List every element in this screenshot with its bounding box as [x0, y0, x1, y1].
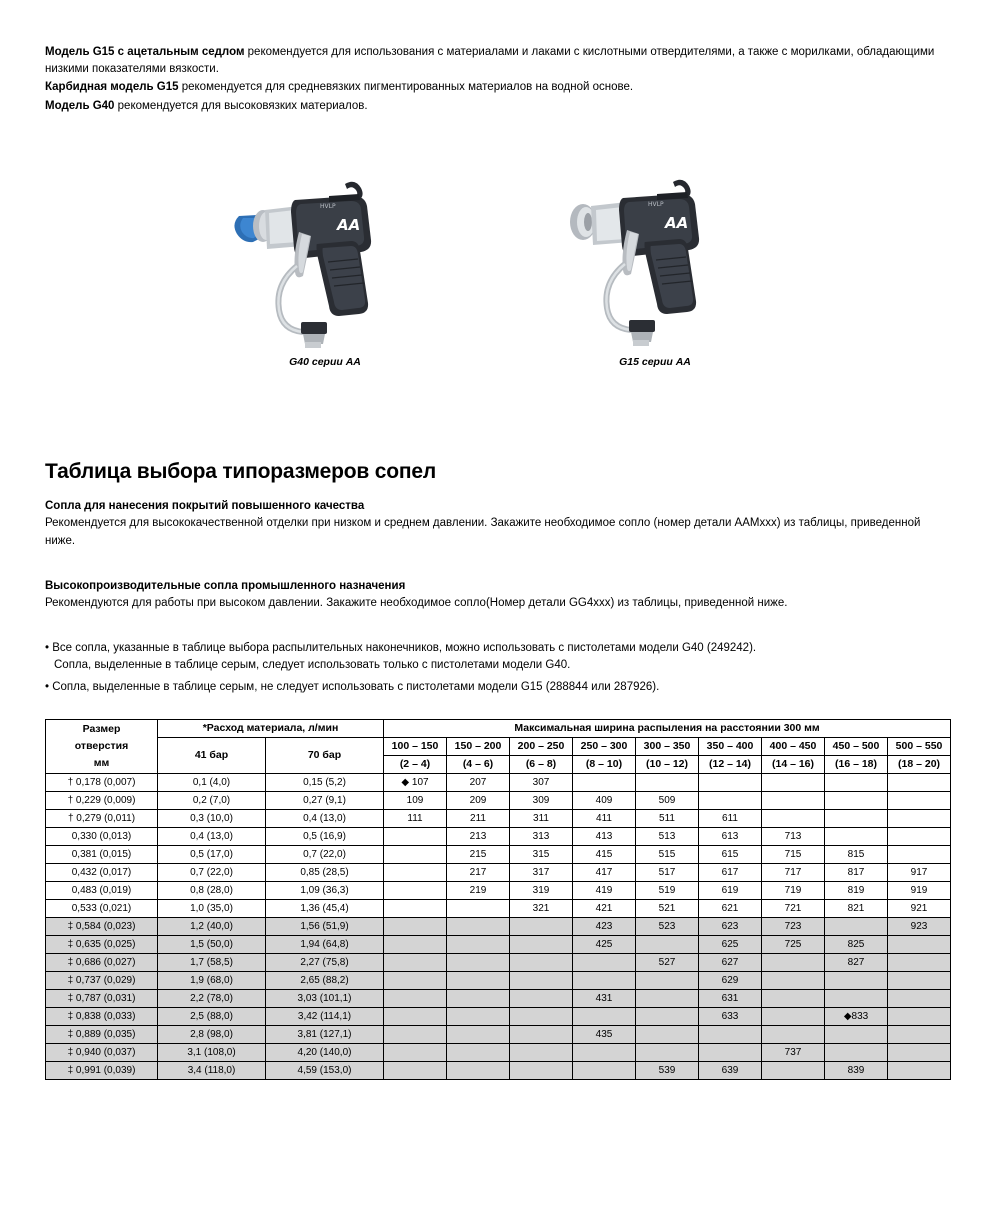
table-row — [46, 1062, 951, 1080]
quality-coatings-heading: Сопла для нанесения покрытий повышенного качества — [45, 500, 365, 512]
cell-tip-number — [510, 954, 573, 972]
cell-tip-number — [447, 954, 510, 972]
cell-tip-number — [888, 936, 951, 954]
cell-orifice-size: ‡ 0,889 (0,035) — [46, 1026, 158, 1044]
table-header-row-2 — [46, 738, 951, 756]
cell-flow-70bar: 3,03 (101,1) — [266, 990, 384, 1008]
bullet-two-line: • Сопла, выделенные в таблице серым, не следует использовать с пистолетами модели G15 (288844 или 287926). — [45, 681, 660, 693]
cell-orifice-size: † 0,229 (0,009) — [46, 792, 158, 810]
cell-flow-41bar: 0,4 (13,0) — [158, 828, 266, 846]
cell-tip-number — [888, 1044, 951, 1062]
table-row — [46, 954, 951, 972]
table-row — [46, 882, 951, 900]
cell-orifice-size: † 0,279 (0,011) — [46, 810, 158, 828]
cell-tip-number — [447, 1008, 510, 1026]
cell-flow-41bar: 3,4 (118,0) — [158, 1062, 266, 1080]
header-orifice-line2: отверстия — [74, 740, 129, 752]
cell-tip-number — [888, 1062, 951, 1080]
cell-tip-number: 217 — [447, 864, 510, 882]
cell-flow-41bar: 1,5 (50,0) — [158, 936, 266, 954]
cell-tip-number: 511 — [636, 810, 699, 828]
cell-tip-number: 435 — [573, 1026, 636, 1044]
cell-tip-number: 715 — [762, 846, 825, 864]
cell-tip-number — [573, 774, 636, 792]
nozzle-selection-table — [45, 719, 951, 1080]
cell-tip-number: 821 — [825, 900, 888, 918]
cell-tip-number — [699, 774, 762, 792]
cell-flow-41bar: 0,1 (4,0) — [158, 774, 266, 792]
cell-tip-number — [762, 1008, 825, 1026]
cell-tip-number — [762, 972, 825, 990]
intro-line-1 — [45, 44, 940, 77]
product-image-g15 — [525, 170, 785, 368]
cell-tip-number: 725 — [762, 936, 825, 954]
cell-tip-number: 839 — [825, 1062, 888, 1080]
cell-tip-number — [636, 972, 699, 990]
cell-tip-number — [447, 900, 510, 918]
cell-tip-number — [573, 1062, 636, 1080]
cell-tip-number — [825, 828, 888, 846]
cell-orifice-size: ‡ 0,737 (0,029) — [46, 972, 158, 990]
cell-tip-number — [384, 1008, 447, 1026]
intro-line-1-rest: рекомендуется для использования с материалами и лаками с кислотными отвердителями, а также с морилками, обладающими низкими показателями вязкости. — [45, 46, 935, 75]
cell-tip-number: 527 — [636, 954, 699, 972]
cell-tip-number: 617 — [699, 864, 762, 882]
cell-tip-number: 313 — [510, 828, 573, 846]
cell-flow-70bar: 4,20 (140,0) — [266, 1044, 384, 1062]
cell-tip-number — [510, 1062, 573, 1080]
cell-flow-41bar: 2,8 (98,0) — [158, 1026, 266, 1044]
cell-tip-number: 315 — [510, 846, 573, 864]
cell-tip-number — [825, 792, 888, 810]
cell-tip-number: 819 — [825, 882, 888, 900]
svg-text:HVLP: HVLP — [320, 203, 336, 210]
product-images — [45, 170, 940, 400]
cell-orifice-size: 0,483 (0,019) — [46, 882, 158, 900]
cell-flow-41bar: 0,3 (10,0) — [158, 810, 266, 828]
cell-orifice-size: ‡ 0,635 (0,025) — [46, 936, 158, 954]
cell-tip-number: 723 — [762, 918, 825, 936]
cell-tip-number — [447, 990, 510, 1008]
cell-tip-number — [384, 1062, 447, 1080]
cell-tip-number: 111 — [384, 810, 447, 828]
header-width-sub-8: (16 – 18) — [825, 756, 888, 774]
industrial-nozzles-heading: Высокопроизводительные сопла промышленного назначения — [45, 580, 406, 592]
cell-tip-number: 737 — [762, 1044, 825, 1062]
cell-flow-41bar: 1,0 (35,0) — [158, 900, 266, 918]
cell-flow-41bar: 0,5 (17,0) — [158, 846, 266, 864]
cell-tip-number — [384, 828, 447, 846]
cell-flow-70bar: 3,42 (114,1) — [266, 1008, 384, 1026]
cell-tip-number — [384, 990, 447, 1008]
table-row — [46, 1044, 951, 1062]
cell-flow-70bar: 1,36 (45,4) — [266, 900, 384, 918]
cell-tip-number: 629 — [699, 972, 762, 990]
cell-tip-number — [447, 1044, 510, 1062]
cell-orifice-size: ‡ 0,838 (0,033) — [46, 1008, 158, 1026]
cell-tip-number — [888, 846, 951, 864]
cell-orifice-size: ‡ 0,787 (0,031) — [46, 990, 158, 1008]
header-width-group: Максимальная ширина распыления на расстоянии 300 мм — [384, 720, 951, 738]
table-row — [46, 1026, 951, 1044]
svg-text:AA: AA — [665, 214, 689, 232]
industrial-nozzles-text: Рекомендуются для работы при высоком давлении. Закажите необходимое сопло(Номер детали GG4xxx) из таблицы, приведенной ниже. — [45, 597, 788, 610]
cell-tip-number: 321 — [510, 900, 573, 918]
header-width-sub-9: (18 – 20) — [888, 756, 951, 774]
intro-line-2-bold: Карбидная модель G15 — [45, 81, 179, 94]
cell-tip-number: 307 — [510, 774, 573, 792]
cell-tip-number: 209 — [447, 792, 510, 810]
cell-tip-number: 613 — [699, 828, 762, 846]
cell-flow-70bar: 1,09 (36,3) — [266, 882, 384, 900]
caption-g40: G40 серии AA — [289, 356, 361, 368]
cell-tip-number: 523 — [636, 918, 699, 936]
cell-flow-70bar: 0,4 (13,0) — [266, 810, 384, 828]
cell-tip-number — [384, 846, 447, 864]
cell-tip-number: 615 — [699, 846, 762, 864]
header-width-sub-2: (4 – 6) — [447, 756, 510, 774]
intro-line-1-bold: Модель G15 с ацетальным седлом — [45, 46, 245, 58]
table-row — [46, 918, 951, 936]
cell-orifice-size: ‡ 0,991 (0,039) — [46, 1062, 158, 1080]
svg-text:HVLP: HVLP — [648, 201, 664, 208]
header-flow-70bar: 70 бар — [266, 738, 384, 774]
cell-tip-number — [825, 810, 888, 828]
cell-tip-number — [510, 936, 573, 954]
cell-tip-number: 919 — [888, 882, 951, 900]
cell-tip-number — [447, 1026, 510, 1044]
cell-tip-number — [636, 1026, 699, 1044]
cell-tip-number: 515 — [636, 846, 699, 864]
cell-tip-number — [699, 1044, 762, 1062]
cell-tip-number: ◆833 — [825, 1008, 888, 1026]
cell-tip-number: 213 — [447, 828, 510, 846]
cell-flow-70bar: 2,27 (75,8) — [266, 954, 384, 972]
cell-tip-number — [636, 1044, 699, 1062]
cell-tip-number — [888, 774, 951, 792]
cell-tip-number — [384, 882, 447, 900]
cell-tip-number — [384, 900, 447, 918]
cell-tip-number — [636, 774, 699, 792]
cell-tip-number — [762, 774, 825, 792]
cell-tip-number — [825, 1044, 888, 1062]
cell-tip-number: 917 — [888, 864, 951, 882]
cell-tip-number: 923 — [888, 918, 951, 936]
cell-tip-number: 421 — [573, 900, 636, 918]
cell-tip-number — [699, 1026, 762, 1044]
cell-tip-number — [825, 1026, 888, 1044]
cell-flow-41bar: 2,2 (78,0) — [158, 990, 266, 1008]
cell-tip-number — [573, 1008, 636, 1026]
cell-tip-number: 631 — [699, 990, 762, 1008]
cell-orifice-size: 0,533 (0,021) — [46, 900, 158, 918]
cell-tip-number — [636, 990, 699, 1008]
product-image-g40 — [195, 170, 455, 368]
cell-tip-number: 625 — [699, 936, 762, 954]
cell-flow-70bar: 0,15 (5,2) — [266, 774, 384, 792]
header-width-sub-5: (10 – 12) — [636, 756, 699, 774]
cell-tip-number: 517 — [636, 864, 699, 882]
cell-tip-number: 425 — [573, 936, 636, 954]
table-row — [46, 846, 951, 864]
cell-tip-number: 619 — [699, 882, 762, 900]
header-width-col-6: 350 – 400 — [699, 738, 762, 756]
cell-flow-70bar: 0,5 (16,9) — [266, 828, 384, 846]
cell-tip-number — [888, 792, 951, 810]
header-width-col-2: 150 – 200 — [447, 738, 510, 756]
cell-tip-number — [762, 792, 825, 810]
table-header-row-1 — [46, 720, 951, 738]
cell-tip-number: 815 — [825, 846, 888, 864]
cell-flow-41bar: 1,2 (40,0) — [158, 918, 266, 936]
cell-tip-number: 509 — [636, 792, 699, 810]
cell-tip-number — [699, 792, 762, 810]
cell-tip-number — [636, 936, 699, 954]
cell-tip-number: 419 — [573, 882, 636, 900]
header-orifice-size — [46, 720, 158, 774]
cell-flow-70bar: 1,94 (64,8) — [266, 936, 384, 954]
cell-tip-number: 415 — [573, 846, 636, 864]
cell-tip-number — [762, 954, 825, 972]
cell-tip-number — [573, 972, 636, 990]
spray-gun-g15-illustration — [555, 170, 755, 350]
cell-tip-number: 211 — [447, 810, 510, 828]
bullet-one-block — [45, 640, 945, 675]
cell-tip-number: 721 — [762, 900, 825, 918]
caption-g15: G15 серии AA — [619, 356, 691, 368]
cell-tip-number — [825, 972, 888, 990]
header-width-col-1: 100 – 150 — [384, 738, 447, 756]
intro-line-2 — [45, 79, 940, 96]
cell-flow-41bar: 1,7 (58,5) — [158, 954, 266, 972]
cell-flow-70bar: 0,85 (28,5) — [266, 864, 384, 882]
cell-orifice-size: † 0,178 (0,007) — [46, 774, 158, 792]
cell-tip-number — [825, 918, 888, 936]
table-row — [46, 792, 951, 810]
cell-tip-number: 623 — [699, 918, 762, 936]
header-orifice-line1: Размер — [82, 723, 121, 735]
cell-tip-number — [510, 1026, 573, 1044]
cell-tip-number: 215 — [447, 846, 510, 864]
cell-flow-70bar: 0,7 (22,0) — [266, 846, 384, 864]
svg-text:AA: AA — [337, 216, 361, 234]
header-width-col-5: 300 – 350 — [636, 738, 699, 756]
cell-tip-number: 827 — [825, 954, 888, 972]
header-flow-41bar: 41 бар — [158, 738, 266, 774]
header-width-col-3: 200 – 250 — [510, 738, 573, 756]
bullet-one-line-b: Сопла, выделенные в таблице серым, следует использовать только с пистолетами модели G40. — [54, 659, 571, 672]
cell-tip-number — [888, 972, 951, 990]
cell-tip-number: 539 — [636, 1062, 699, 1080]
table-row — [46, 972, 951, 990]
cell-orifice-size: 0,330 (0,013) — [46, 828, 158, 846]
cell-flow-70bar: 0,27 (9,1) — [266, 792, 384, 810]
cell-tip-number: 611 — [699, 810, 762, 828]
cell-flow-41bar: 3,1 (108,0) — [158, 1044, 266, 1062]
header-width-sub-4: (8 – 10) — [573, 756, 636, 774]
intro-line-3 — [45, 98, 940, 115]
cell-tip-number — [510, 1008, 573, 1026]
cell-tip-number — [636, 1008, 699, 1026]
cell-tip-number — [762, 810, 825, 828]
cell-tip-number — [510, 990, 573, 1008]
cell-tip-number: 317 — [510, 864, 573, 882]
table-row — [46, 1008, 951, 1026]
industrial-nozzles-block — [45, 578, 945, 613]
spray-gun-g40-illustration — [225, 170, 425, 350]
cell-tip-number — [510, 1044, 573, 1062]
cell-tip-number — [447, 972, 510, 990]
cell-tip-number: 431 — [573, 990, 636, 1008]
cell-orifice-size: 0,432 (0,017) — [46, 864, 158, 882]
table-row — [46, 936, 951, 954]
cell-tip-number — [384, 936, 447, 954]
cell-tip-number: 417 — [573, 864, 636, 882]
cell-tip-number — [447, 936, 510, 954]
cell-orifice-size: ‡ 0,940 (0,037) — [46, 1044, 158, 1062]
cell-tip-number — [510, 918, 573, 936]
cell-tip-number — [384, 972, 447, 990]
cell-tip-number: 409 — [573, 792, 636, 810]
cell-orifice-size: ‡ 0,584 (0,023) — [46, 918, 158, 936]
table-row — [46, 828, 951, 846]
cell-tip-number — [762, 1062, 825, 1080]
cell-orifice-size: 0,381 (0,015) — [46, 846, 158, 864]
cell-tip-number: 639 — [699, 1062, 762, 1080]
table-row — [46, 900, 951, 918]
header-width-sub-3: (6 – 8) — [510, 756, 573, 774]
cell-tip-number — [888, 828, 951, 846]
header-width-sub-7: (14 – 16) — [762, 756, 825, 774]
cell-tip-number: 633 — [699, 1008, 762, 1026]
cell-tip-number — [384, 864, 447, 882]
cell-flow-41bar: 1,9 (68,0) — [158, 972, 266, 990]
cell-flow-70bar: 2,65 (88,2) — [266, 972, 384, 990]
cell-tip-number — [825, 990, 888, 1008]
cell-tip-number — [384, 954, 447, 972]
header-flow-group: *Расход материала, л/мин — [158, 720, 384, 738]
header-width-col-9: 500 – 550 — [888, 738, 951, 756]
cell-tip-number: 921 — [888, 900, 951, 918]
cell-tip-number: 319 — [510, 882, 573, 900]
header-orifice-line3: мм — [93, 757, 110, 769]
cell-tip-number: 719 — [762, 882, 825, 900]
bullet-one-line-a: • Все сопла, указанные в таблице выбора распылительных наконечников, можно использовать с пистолетами модели G40 (249242). — [45, 642, 757, 654]
cell-tip-number — [573, 954, 636, 972]
quality-coatings-text: Рекомендуется для высококачественной отделки при низком и среднем давлении. Закажите необходимое сопло (номер детали AAMxxx) из таблицы, приведенной ниже. — [45, 517, 921, 547]
cell-tip-number: 713 — [762, 828, 825, 846]
cell-flow-41bar: 0,2 (7,0) — [158, 792, 266, 810]
cell-tip-number — [384, 918, 447, 936]
cell-tip-number — [888, 954, 951, 972]
cell-orifice-size: ‡ 0,686 (0,027) — [46, 954, 158, 972]
header-width-col-4: 250 – 300 — [573, 738, 636, 756]
cell-tip-number: 207 — [447, 774, 510, 792]
cell-tip-number: 413 — [573, 828, 636, 846]
cell-tip-number: 219 — [447, 882, 510, 900]
cell-tip-number: 423 — [573, 918, 636, 936]
page-title: Таблица выбора типоразмеров сопел — [45, 460, 436, 483]
header-width-sub-6: (12 – 14) — [699, 756, 762, 774]
cell-tip-number: 717 — [762, 864, 825, 882]
cell-tip-number: 817 — [825, 864, 888, 882]
table-body — [46, 774, 951, 1080]
cell-tip-number: ◆ 107 — [384, 774, 447, 792]
cell-tip-number — [384, 1044, 447, 1062]
table-row — [46, 810, 951, 828]
intro-text-block — [45, 44, 940, 117]
bullet-two-block — [45, 679, 945, 696]
intro-line-3-rest: рекомендуется для высоковязких материалов. — [114, 100, 368, 113]
header-width-sub-1: (2 – 4) — [384, 756, 447, 774]
table-row — [46, 774, 951, 792]
cell-tip-number — [573, 1044, 636, 1062]
cell-tip-number — [888, 810, 951, 828]
header-width-col-7: 400 – 450 — [762, 738, 825, 756]
cell-tip-number: 309 — [510, 792, 573, 810]
cell-flow-41bar: 0,7 (22,0) — [158, 864, 266, 882]
header-width-col-8: 450 – 500 — [825, 738, 888, 756]
cell-tip-number: 521 — [636, 900, 699, 918]
cell-flow-70bar: 3,81 (127,1) — [266, 1026, 384, 1044]
cell-tip-number — [384, 1026, 447, 1044]
cell-tip-number: 311 — [510, 810, 573, 828]
table-row — [46, 990, 951, 1008]
cell-tip-number: 519 — [636, 882, 699, 900]
cell-tip-number — [888, 1026, 951, 1044]
cell-tip-number: 411 — [573, 810, 636, 828]
intro-line-2-rest: рекомендуется для средневязких пигментированных материалов на водной основе. — [178, 81, 634, 94]
cell-tip-number: 627 — [699, 954, 762, 972]
cell-tip-number — [447, 918, 510, 936]
table-row — [46, 864, 951, 882]
cell-flow-70bar: 1,56 (51,9) — [266, 918, 384, 936]
cell-tip-number — [762, 990, 825, 1008]
cell-tip-number: 825 — [825, 936, 888, 954]
quality-coatings-block — [45, 498, 945, 550]
cell-tip-number — [510, 972, 573, 990]
cell-tip-number: 513 — [636, 828, 699, 846]
cell-tip-number — [888, 990, 951, 1008]
intro-line-3-bold: Модель G40 — [45, 100, 115, 113]
cell-tip-number — [888, 1008, 951, 1026]
cell-tip-number — [762, 1026, 825, 1044]
cell-tip-number: 109 — [384, 792, 447, 810]
cell-tip-number: 621 — [699, 900, 762, 918]
cell-tip-number — [825, 774, 888, 792]
cell-flow-41bar: 2,5 (88,0) — [158, 1008, 266, 1026]
cell-flow-70bar: 4,59 (153,0) — [266, 1062, 384, 1080]
cell-flow-41bar: 0,8 (28,0) — [158, 882, 266, 900]
cell-tip-number — [447, 1062, 510, 1080]
